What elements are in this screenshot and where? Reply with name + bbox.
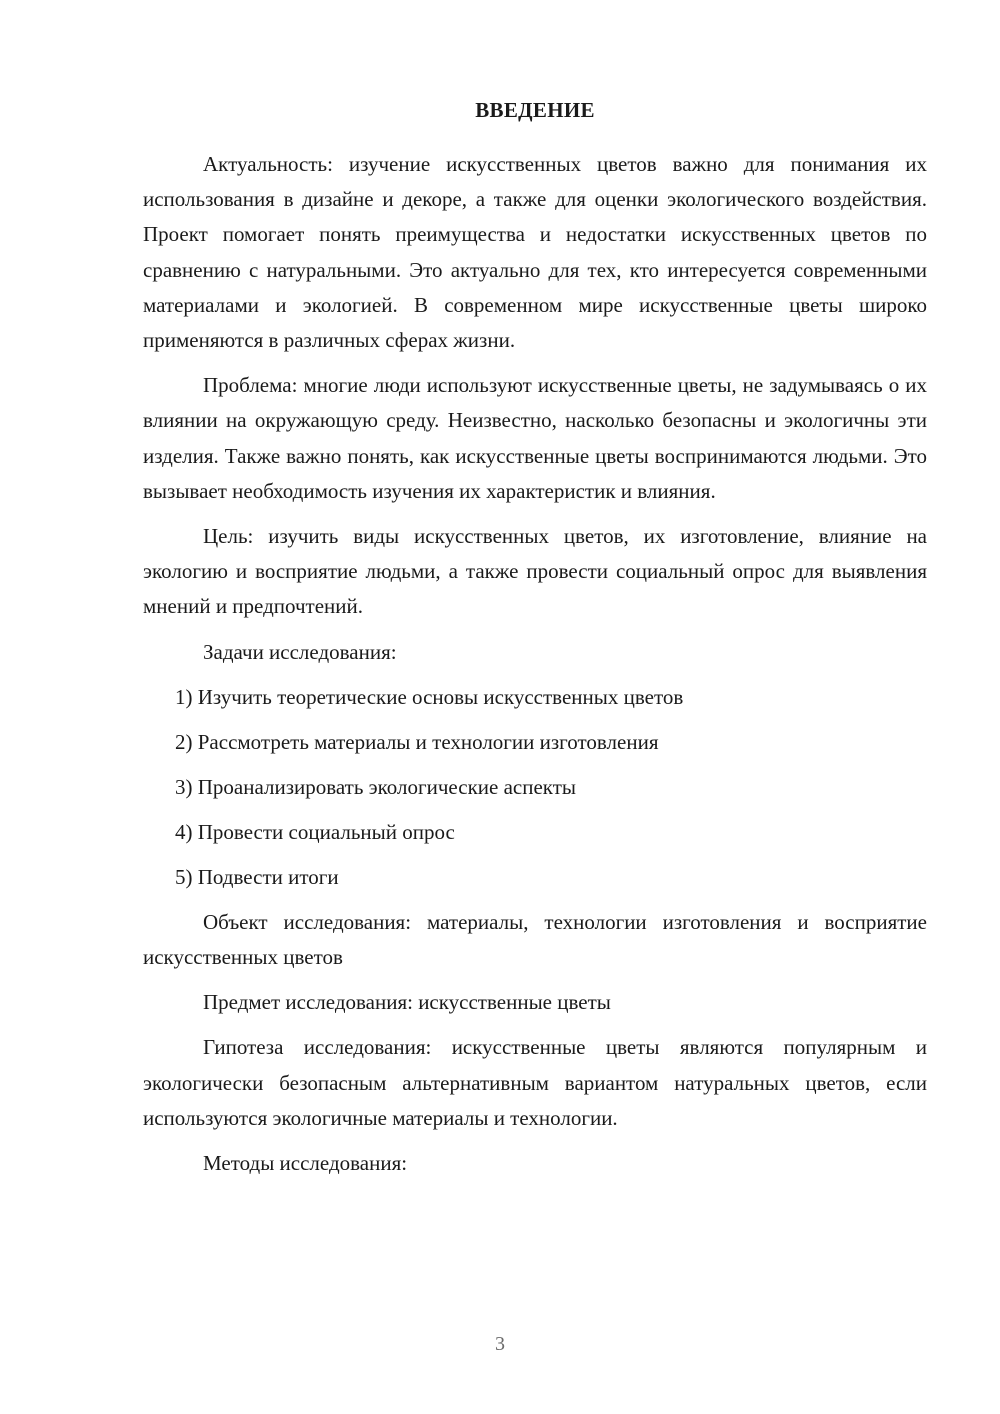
section-heading: ВВЕДЕНИЕ bbox=[475, 98, 595, 122]
document-page bbox=[143, 93, 927, 1191]
tasks-list bbox=[143, 680, 927, 895]
list-item: 2) Рассмотреть материалы и технологии изготовления bbox=[175, 729, 659, 754]
page-number: 3 bbox=[495, 1333, 505, 1355]
problem-paragraph: Проблема: многие люди используют искусственные цветы, не задумываясь о их влиянии на окружающую среду. Неизвестно, насколько безопасны и экологичны эти изделия. Также важно понять, как искусственные цветы воспринимаются людьми. Это вызывает необходимость изучения их характеристик и влияния. bbox=[143, 373, 927, 503]
tasks-heading: Задачи исследования: bbox=[203, 639, 397, 664]
relevance-paragraph: Актуальность: изучение искусственных цветов важно для понимания их использования в дизайне и декоре, а также для оценки экологического воздействия. Проект помогает понять преимущества и недостатки искусственных цветов по сравнению с натуральными. Это актуально для тех, кто интересуется современными материалами и экологией. В современном мире искусственные цветы широко применяются в различных сферах жизни. bbox=[143, 152, 927, 353]
methods-heading: Методы исследования: bbox=[203, 1151, 408, 1176]
list-item: 4) Провести социальный опрос bbox=[175, 819, 455, 844]
list-item: 1) Изучить теоретические основы искусственных цветов bbox=[175, 684, 684, 709]
subject-paragraph: Предмет исследования: искусственные цветы bbox=[203, 990, 611, 1015]
hypothesis-paragraph: Гипотеза исследования: искусственные цветы являются популярным и экологически безопасным альтернативным вариантом натуральных цветов, если используются экологичные материалы и технологии. bbox=[143, 1035, 927, 1130]
goal-paragraph: Цель: изучить виды искусственных цветов, их изготовление, влияние на экологию и восприятие людьми, а также провести социальный опрос для выявления мнений и предпочтений. bbox=[143, 524, 927, 619]
object-paragraph: Объект исследования: материалы, технологии изготовления и восприятие искусственных цветов bbox=[143, 909, 927, 970]
list-item: 5) Подвести итоги bbox=[175, 864, 339, 889]
list-item: 3) Проанализировать экологические аспекты bbox=[175, 774, 576, 799]
